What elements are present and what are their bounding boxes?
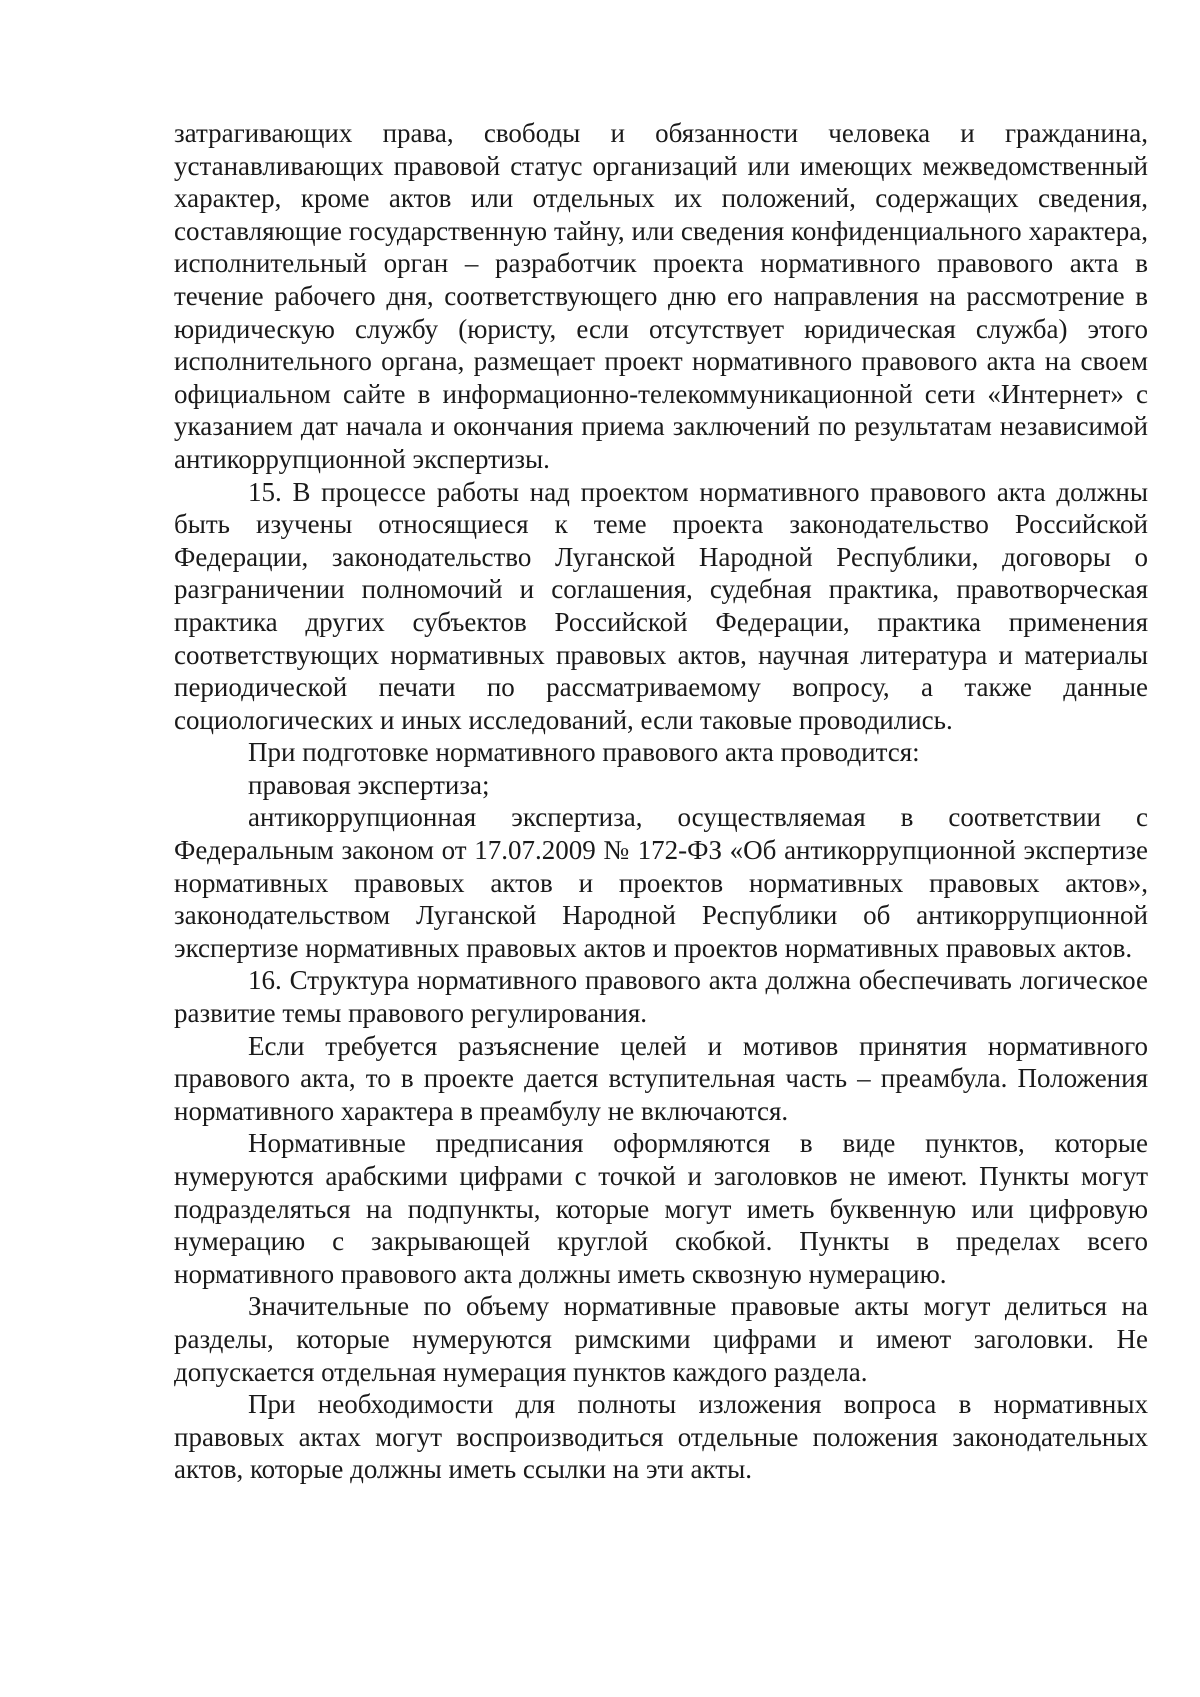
paragraph-preamble: Если требуется разъяснение целей и мотивов принятия нормативного правового акта, то в проекте дается вступительная часть – преамбула. Положения нормативного характера в преамбулу не включаются. <box>174 1030 1148 1126</box>
paragraph-anticorruption-expertise: антикоррупционная экспертиза, осуществляемая в соответствии с Федеральным законом от 17.07.2009 № 172-ФЗ «Об антикоррупционной экспертизе нормативных правовых актов и проектов нормативных правовых актов», законодательством Луганской Народной Республики об антикоррупционной экспертизе нормативных правовых актов и проектов нормативных правовых актов. <box>174 802 1148 963</box>
paragraph-item-16: 16. Структура нормативного правового акта должна обеспечивать логическое развитие темы правового регулирования. <box>174 965 1148 1029</box>
paragraph-item-15: 15. В процессе работы над проектом нормативного правового акта должны быть изучены относящиеся к теме проекта законодательство Российской Федерации, законодательство Луганской Народной Республики, договоры о разграничении полномочий и соглашения, судебная практика, правотворческая практика других субъектов Российской Федерации, практика применения соответствующих нормативных правовых актов, научная литература и материалы периодической печати по рассматриваемому вопросу, а также данные социологических и иных исследований, если таковые проводились. <box>174 476 1148 735</box>
paragraph-references: При необходимости для полноты изложения вопроса в нормативных правовых актах могут воспроизводиться отдельные положения законодательных актов, которые должны иметь ссылки на эти акты. <box>174 1389 1148 1485</box>
document-body <box>174 117 1148 1486</box>
paragraph-provisions-numbering: Нормативные предписания оформляются в виде пунктов, которые нумеруются арабскими цифрами с точкой и заголовков не имеют. Пункты могут подразделяться на подпункты, которые могут иметь буквенную или цифровую нумерацию с закрывающей круглой скобкой. Пункты в пределах всего нормативного правового акта должны иметь сквозную нумерацию. <box>174 1128 1148 1289</box>
paragraph-continuation: затрагивающих права, свободы и обязанности человека и гражданина, устанавливающих правовой статус организаций или имеющих межведомственный характер, кроме актов или отдельных их положений, содержащих сведения, составляющие государственную тайну, или сведения конфиденциального характера, исполнительный орган – разработчик проекта нормативного правового акта в течение рабочего дня, соответствующего дню его направления на рассмотрение в юридическую службу (юристу, если отсутствует юридическая служба) этого исполнительного органа, размещает проект нормативного правового акта на своем официальном сайте в информационно-телекоммуникационной сети «Интернет» с указанием дат начала и окончания приема заключений по результатам независимой антикоррупционной экспертизы. <box>174 118 1148 474</box>
paragraph-sections: Значительные по объему нормативные правовые акты могут делиться на разделы, которые нумеруются римскими цифрами и имеют заголовки. Не допускается отдельная нумерация пунктов каждого раздела. <box>174 1291 1148 1387</box>
paragraph-legal-expertise: правовая экспертиза; <box>248 769 490 800</box>
paragraph-expertise-intro: При подготовке нормативного правового акта проводится: <box>248 737 920 768</box>
